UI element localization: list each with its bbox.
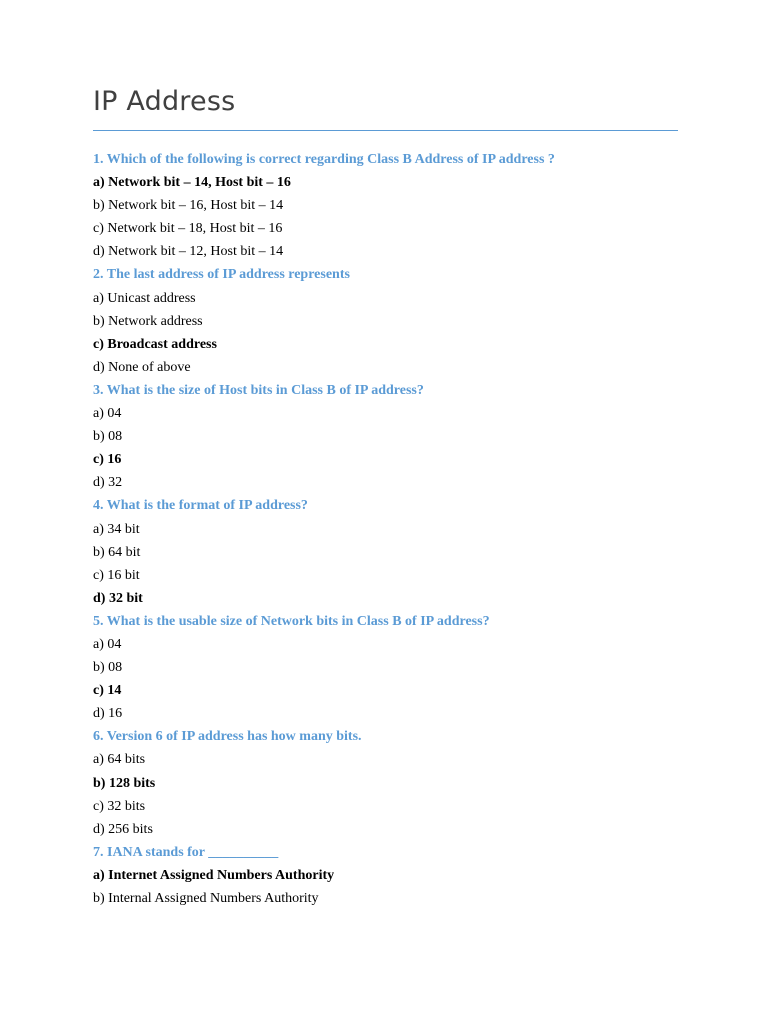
question-4: 4. What is the format of IP address? (93, 498, 308, 514)
answer-option: d) None of above (93, 359, 191, 375)
answer-option: d) Network bit – 12, Host bit – 14 (93, 244, 284, 260)
correct-answer-option: a) Network bit – 14, Host bit – 16 (93, 175, 291, 191)
question-2: 2. The last address of IP address represents (93, 267, 350, 283)
correct-answer-option: d) 32 bit (93, 590, 143, 606)
answer-option: a) 34 bit (93, 521, 140, 537)
correct-answer-option: c) Broadcast address (93, 336, 217, 352)
question-3: 3. What is the size of Host bits in Class B of IP address? (93, 382, 424, 398)
answer-option: d) 16 (93, 706, 123, 722)
answer-option: b) 08 (93, 429, 123, 445)
answer-option: b) Network address (93, 313, 203, 329)
answer-option: d) 256 bits (93, 821, 153, 837)
document-title: IP Address (93, 86, 236, 117)
question-5: 5. What is the usable size of Network bits in Class B of IP address? (93, 613, 490, 629)
answer-option: d) 32 (93, 475, 123, 491)
correct-answer-option: c) 14 (93, 683, 122, 699)
answer-option: a) 04 (93, 636, 122, 652)
answer-option: b) Internal Assigned Numbers Authority (93, 891, 319, 906)
answer-option: b) 64 bit (93, 544, 141, 560)
correct-answer-option: b) 128 bits (93, 775, 156, 791)
answer-option: b) 08 (93, 660, 123, 676)
answer-option: a) 04 (93, 406, 122, 422)
title-underline (93, 130, 678, 131)
correct-answer-option: c) 16 (93, 452, 122, 468)
answer-option: c) Network bit – 18, Host bit – 16 (93, 221, 283, 237)
answer-option: c) 16 bit (93, 567, 140, 583)
question-7: 7. IANA stands for __________ (93, 844, 279, 860)
answer-option: c) 32 bits (93, 798, 146, 814)
question-list (93, 148, 678, 910)
correct-answer-option: a) Internet Assigned Numbers Authority (93, 867, 335, 883)
question-6: 6. Version 6 of IP address has how many bits. (93, 729, 362, 745)
answer-option: a) 64 bits (93, 752, 146, 768)
answer-option: b) Network bit – 16, Host bit – 14 (93, 198, 284, 214)
answer-option: a) Unicast address (93, 290, 196, 306)
question-1: 1. Which of the following is correct regarding Class B Address of IP address ? (93, 152, 555, 167)
